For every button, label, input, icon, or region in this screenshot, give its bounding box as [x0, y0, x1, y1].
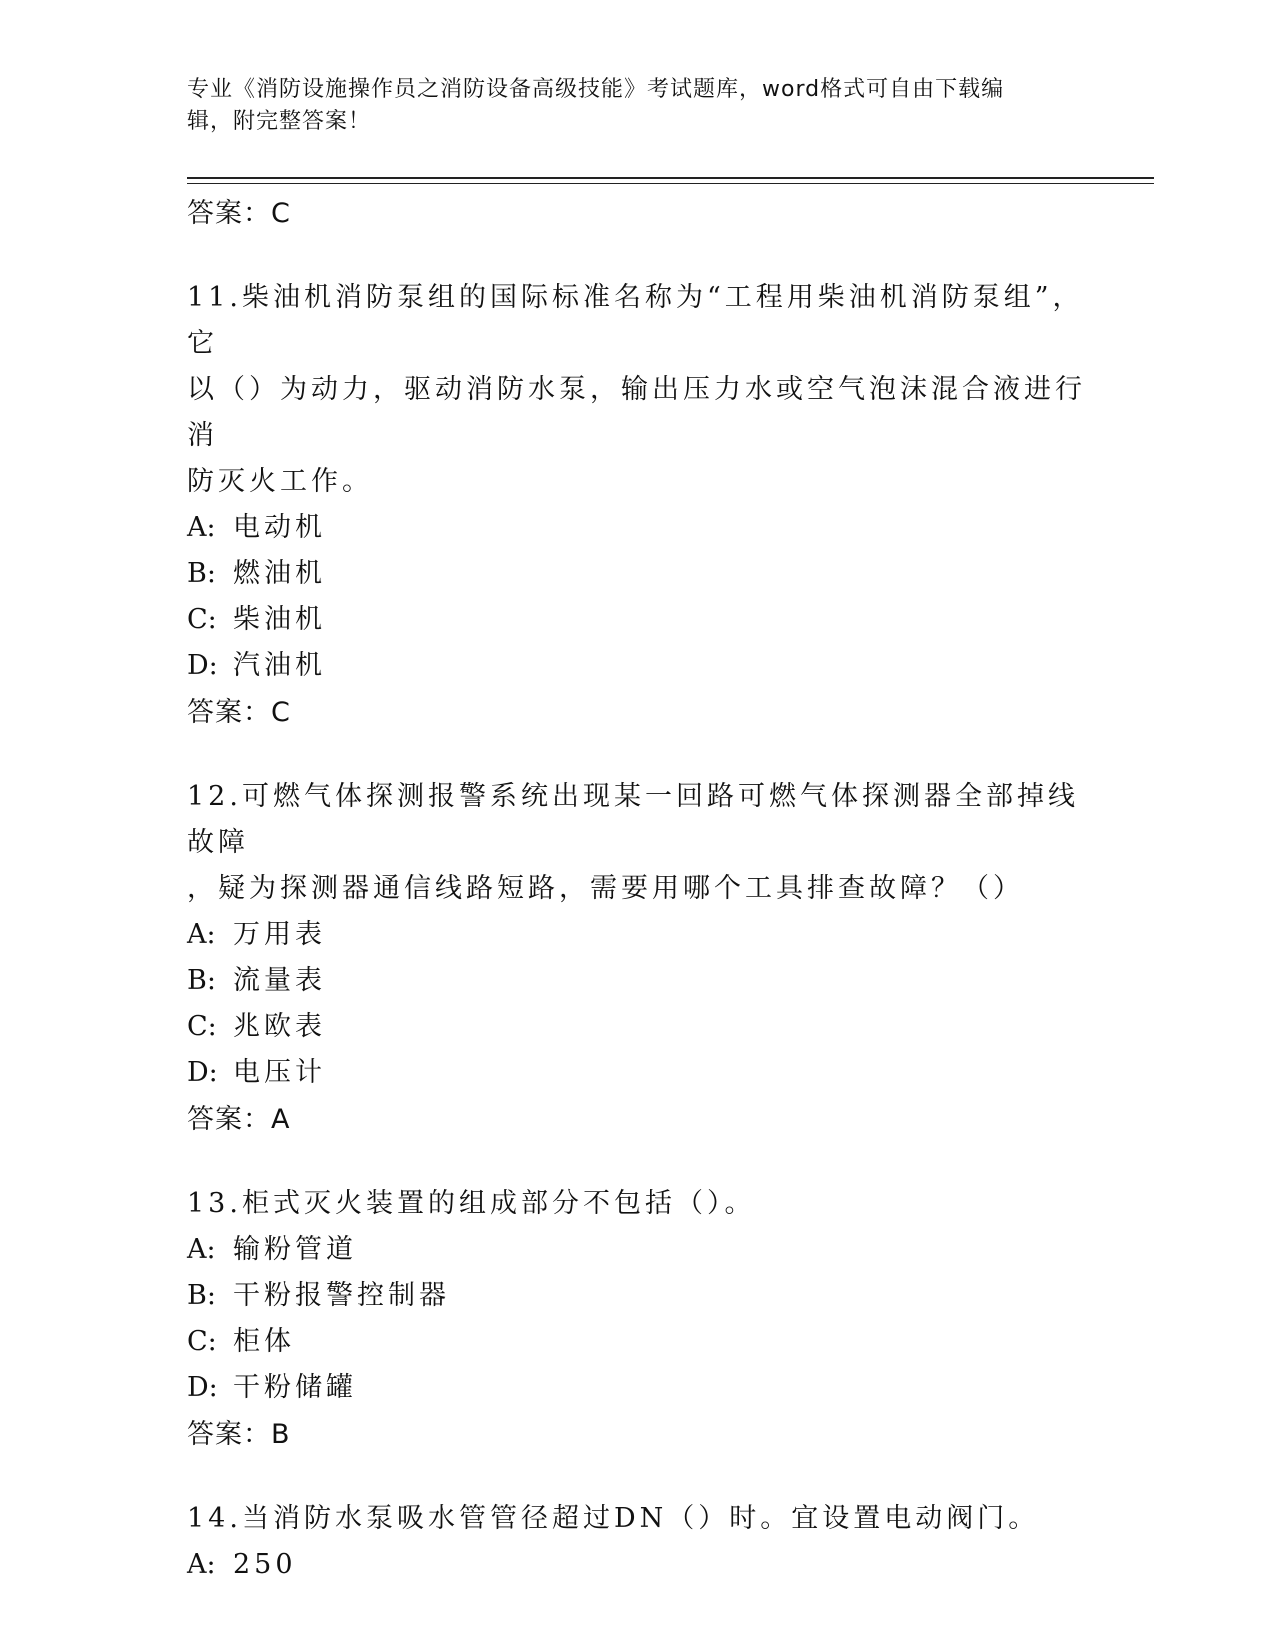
question-text [187, 1181, 1087, 1227]
question-line: 以（）为动力，驱动消防水泵，输出压力水或空气泡沫混合液进行消 [187, 374, 1086, 451]
answer-line: 答案：A [187, 1104, 291, 1135]
option-text: 柜体 [233, 1326, 295, 1357]
option-text: 流量表 [233, 965, 326, 996]
question-14 [187, 1496, 1087, 1588]
option-key: C: [187, 1011, 217, 1042]
option-text: 燃油机 [233, 558, 326, 589]
option-a [187, 912, 1087, 958]
question-text [187, 774, 1087, 912]
option-text: 输粉管道 [233, 1234, 357, 1265]
option-key: A: [187, 1549, 216, 1580]
option-key: A: [187, 512, 216, 543]
header-line-2: 辑，附完整答案！ [187, 109, 372, 134]
question-line: ，疑为探测器通信线路短路，需要用哪个工具排查故障？（） [187, 873, 1024, 904]
option-b [187, 551, 1087, 597]
option-d [187, 643, 1087, 689]
option-text: 柴油机 [233, 604, 326, 635]
option-key: D: [187, 1372, 218, 1403]
option-key: C: [187, 604, 217, 635]
question-line: 11.柴油机消防泵组的国际标准名称为“工程用柴油机消防泵组”，它 [187, 282, 1084, 359]
option-key: D: [187, 1057, 218, 1088]
document-body [187, 190, 1087, 1588]
option-b [187, 958, 1087, 1004]
question-12 [187, 774, 1087, 1144]
question-line: 13.柜式灭火装置的组成部分不包括（）。 [187, 1188, 756, 1219]
answer-line: 答案：B [187, 1419, 291, 1450]
question-line: 防灭火工作。 [187, 466, 373, 497]
question-text [187, 275, 1087, 505]
option-key: C: [187, 1326, 217, 1357]
option-c [187, 1004, 1087, 1050]
option-text: 电压计 [233, 1057, 326, 1088]
option-a [187, 1542, 1087, 1588]
question-text [187, 1496, 1087, 1542]
option-a [187, 1227, 1087, 1273]
option-key: B: [187, 558, 216, 589]
option-text: 兆欧表 [233, 1011, 326, 1042]
header-line-1: 专业《消防设施操作员之消防设备高级技能》考试题库，word格式可自由下载编 [187, 77, 1005, 102]
option-d [187, 1050, 1087, 1096]
option-a [187, 505, 1087, 551]
option-key: A: [187, 1234, 216, 1265]
option-text: 万用表 [233, 919, 326, 950]
option-text: 干粉储罐 [233, 1372, 357, 1403]
header-divider-thin [187, 183, 1154, 184]
option-text: 干粉报警控制器 [233, 1280, 450, 1311]
document-header [187, 74, 1067, 138]
question-11 [187, 275, 1087, 737]
question-13 [187, 1181, 1087, 1459]
option-c [187, 1319, 1087, 1365]
question-line: 12.可燃气体探测报警系统出现某一回路可燃气体探测器全部掉线故障 [187, 781, 1079, 858]
answer-line: 答案：C [187, 198, 291, 229]
option-key: D: [187, 650, 218, 681]
option-d [187, 1365, 1087, 1411]
question-line: 14.当消防水泵吸水管管径超过DN（）时。宜设置电动阀门。 [187, 1503, 1040, 1534]
option-c [187, 597, 1087, 643]
option-key: A: [187, 919, 216, 950]
option-key: B: [187, 1280, 216, 1311]
option-text: 250 [233, 1549, 297, 1580]
answer-line: 答案：C [187, 697, 291, 728]
option-b [187, 1273, 1087, 1319]
option-text: 电动机 [233, 512, 326, 543]
option-key: B: [187, 965, 216, 996]
header-divider-thick [187, 177, 1154, 179]
option-text: 汽油机 [233, 650, 326, 681]
